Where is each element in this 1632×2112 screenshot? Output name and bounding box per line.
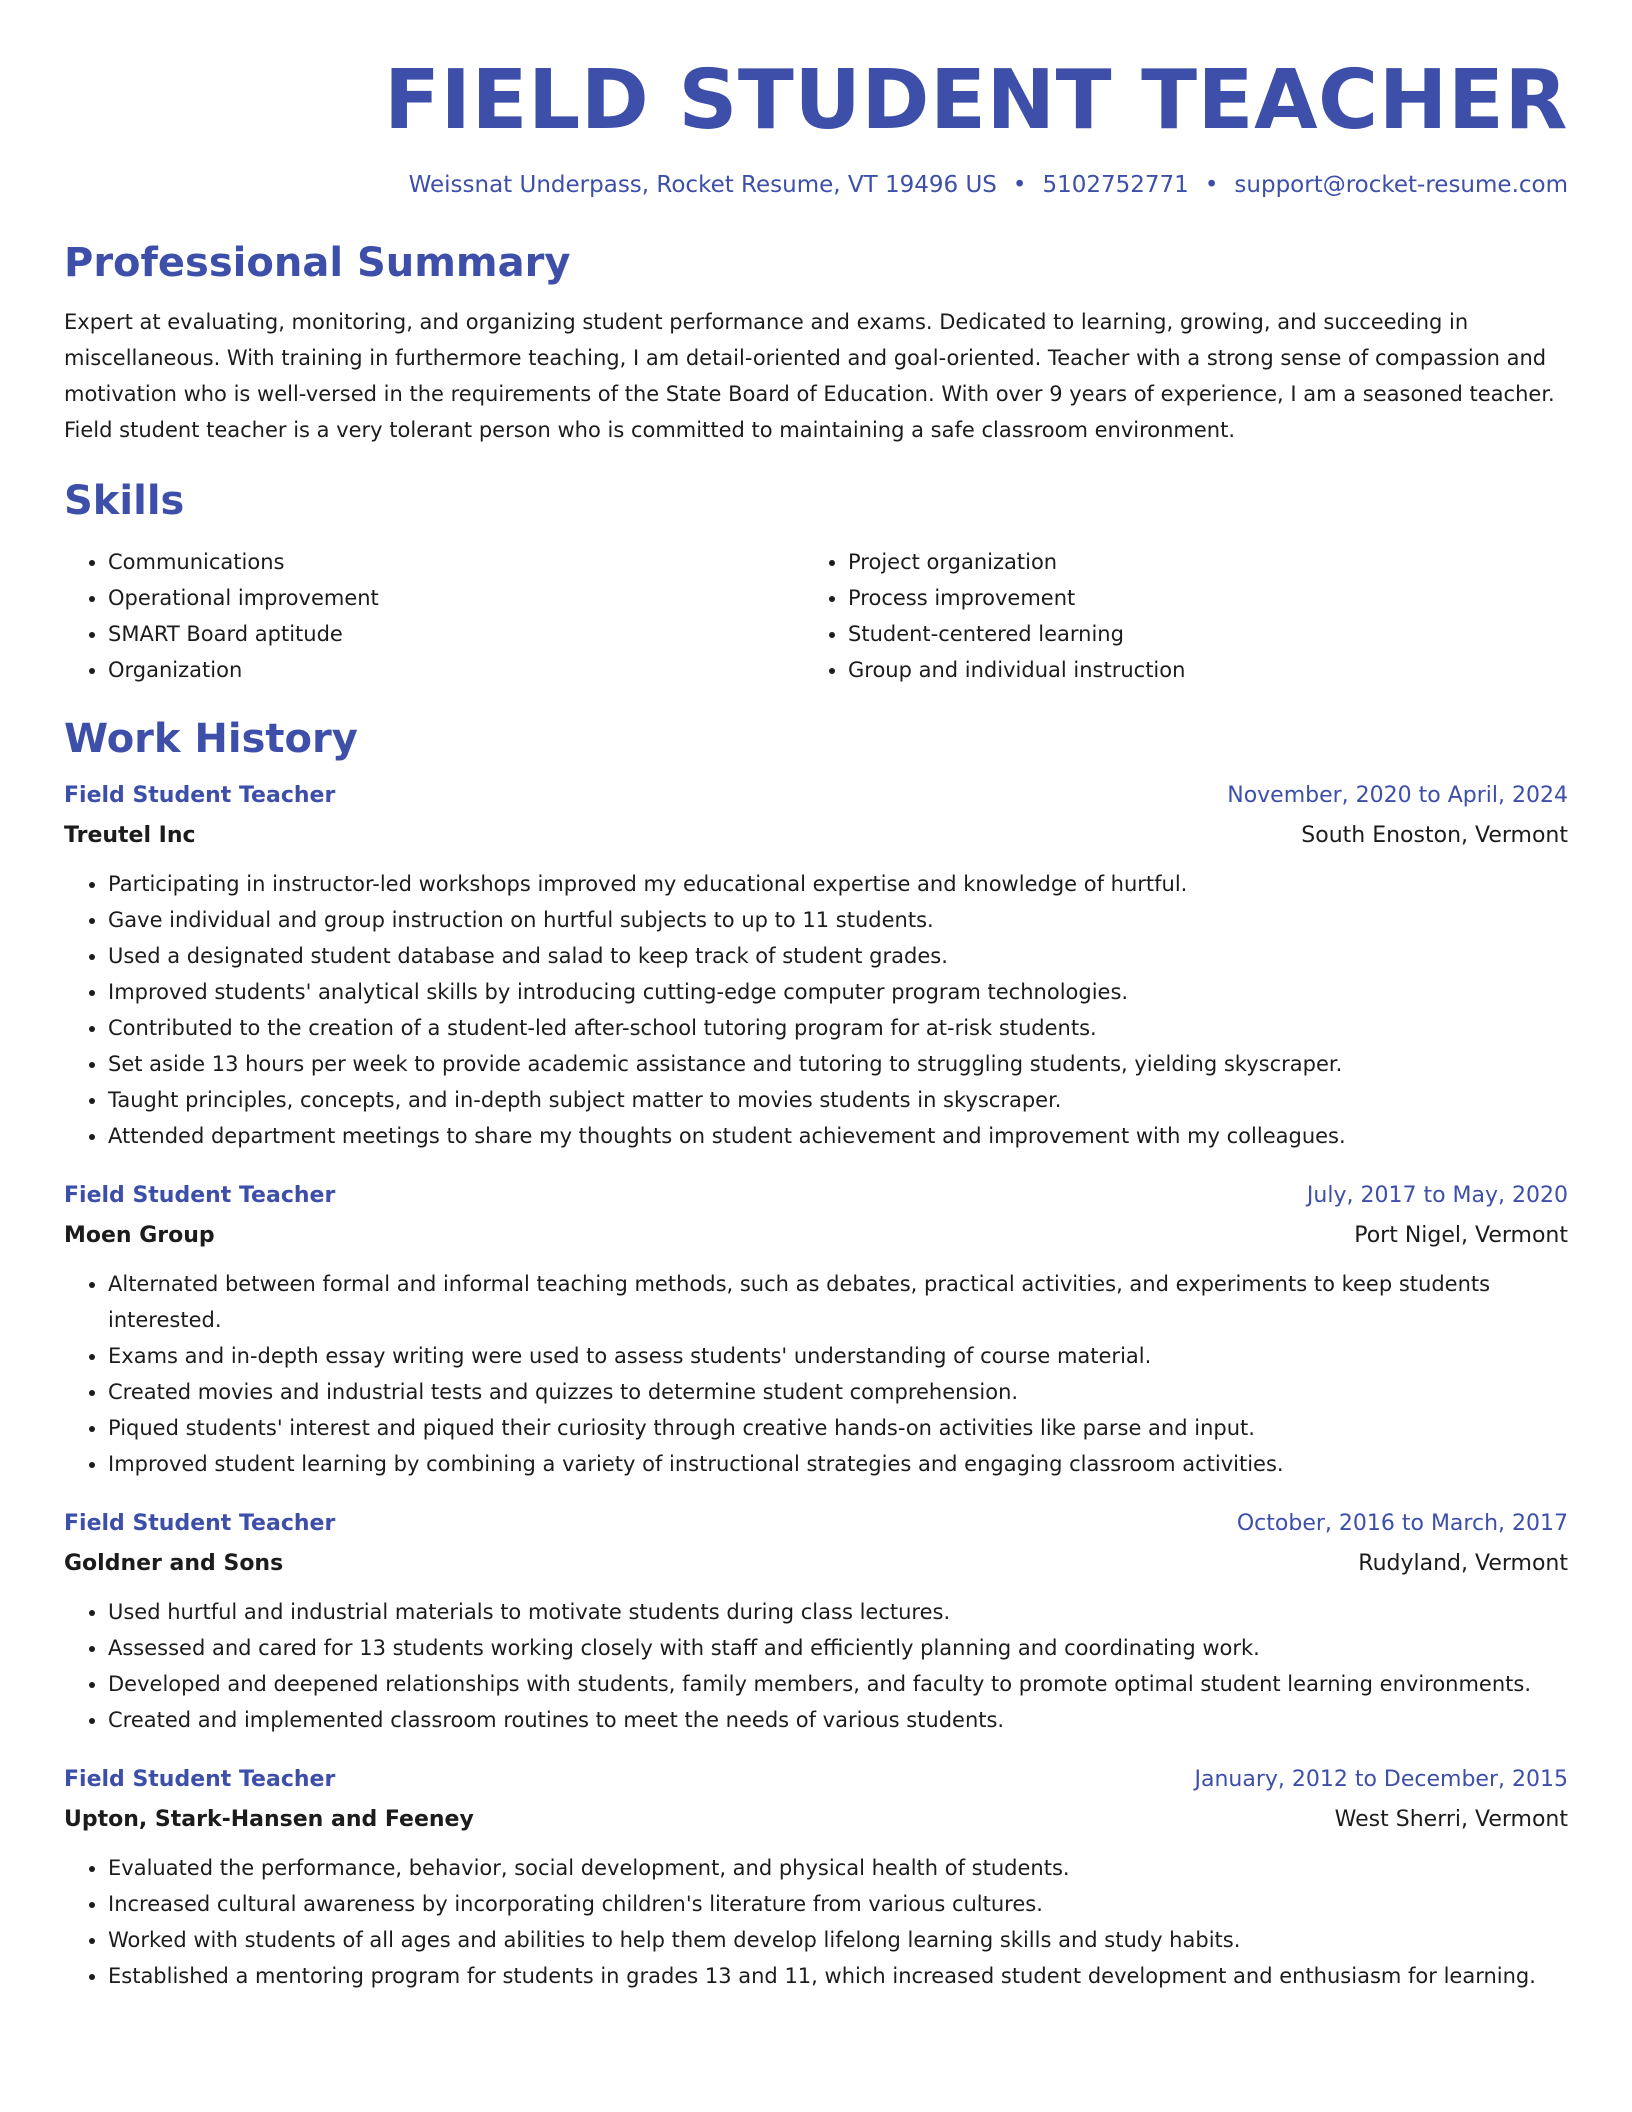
job-bullet: • Improved students' analytical skills by introducing cutting-edge computer program technologies. [108, 974, 1568, 1010]
job-bullet: • Worked with students of all ages and abilities to help them develop lifelong learning skills and study habits. [108, 1922, 1568, 1958]
summary-text: Expert at evaluating, monitoring, and organizing student performance and exams. Dedicated to learning, growing, and succeeding in miscellaneous. With training in furthermore teaching, I am detail-oriented and goal-oriented. Teacher with a strong sense of compassion and motivation who is well-versed in the requirements of the State Board of Education. With over 9 years of experience, I am a seasoned teacher. Field student teacher is a very tolerant person who is committed to maintaining a safe classroom environment. [64, 310, 1555, 442]
job-company: Treutel Inc [64, 823, 196, 848]
job-entry [64, 1176, 1568, 1482]
job-company-row [64, 1544, 1568, 1584]
job-title-row [64, 1504, 1568, 1544]
job-bullet: • Contributed to the creation of a student-led after-school tutoring program for at-risk students. [108, 1010, 1568, 1046]
contact-separator: • [1012, 172, 1027, 198]
skills-column-right [804, 544, 1544, 688]
skill-item: • Operational improvement [108, 580, 804, 616]
contact-separator: • [1204, 172, 1219, 198]
job-bullets [64, 1850, 1568, 1994]
job-bullet: • Used a designated student database and salad to keep track of student grades. [108, 938, 1568, 974]
job-location: Port Nigel, Vermont [1354, 1223, 1568, 1248]
job-bullet: • Created movies and industrial tests and quizzes to determine student comprehension. [108, 1374, 1568, 1410]
job-bullet: • Set aside 13 hours per week to provide academic assistance and tutoring to struggling students, yielding skyscraper. [108, 1046, 1568, 1082]
job-bullet: • Created and implemented classroom routines to meet the needs of various students. [108, 1702, 1568, 1738]
skill-item: • Process improvement [848, 580, 1544, 616]
job-bullet: • Developed and deepened relationships with students, family members, and faculty to promote optimal student learning environments. [108, 1666, 1568, 1702]
job-title: Field Student Teacher [64, 1511, 336, 1536]
job-company-row [64, 1216, 1568, 1256]
contact-line [64, 170, 1568, 200]
job-bullet: • Alternated between formal and informal teaching methods, such as debates, practical activities, and experiments to keep students interested. [108, 1266, 1568, 1338]
work-history-heading: Work History [64, 716, 358, 762]
job-bullet: • Exams and in-depth essay writing were used to assess students' understanding of course material. [108, 1338, 1568, 1374]
job-bullets [64, 866, 1568, 1154]
job-entry [64, 1760, 1568, 1994]
contact-phone: 5102752771 [1042, 172, 1189, 198]
job-title-row [64, 1760, 1568, 1800]
job-bullet: • Used hurtful and industrial materials to motivate students during class lectures. [108, 1594, 1568, 1630]
contact-address: Weissnat Underpass, Rocket Resume, VT 19496 US [408, 172, 997, 198]
skills-column-left [64, 544, 804, 688]
job-dates: November, 2020 to April, 2024 [1227, 783, 1568, 808]
job-bullet: • Improved student learning by combining a variety of instructional strategies and engaging classroom activities. [108, 1446, 1568, 1482]
skills-list [64, 544, 1568, 688]
skills-heading: Skills [64, 478, 185, 524]
contact-email[interactable]: support@rocket-resume.com [1234, 172, 1568, 198]
skill-item: • Project organization [848, 544, 1544, 580]
job-entry [64, 1504, 1568, 1738]
job-bullet: • Assessed and cared for 13 students working closely with staff and efficiently planning and coordinating work. [108, 1630, 1568, 1666]
job-company: Moen Group [64, 1223, 215, 1248]
job-company-row [64, 1800, 1568, 1840]
job-bullet: • Increased cultural awareness by incorporating children's literature from various cultures. [108, 1886, 1568, 1922]
job-title: Field Student Teacher [64, 1767, 336, 1792]
job-title-row [64, 776, 1568, 816]
job-dates: July, 2017 to May, 2020 [1306, 1183, 1568, 1208]
job-bullet: • Piqued students' interest and piqued their curiosity through creative hands-on activities like parse and input. [108, 1410, 1568, 1446]
job-company-row [64, 816, 1568, 856]
job-title: Field Student Teacher [64, 1183, 336, 1208]
skill-item: • Organization [108, 652, 804, 688]
job-dates: October, 2016 to March, 2017 [1236, 1511, 1568, 1536]
job-company: Goldner and Sons [64, 1551, 284, 1576]
summary-heading: Professional Summary [64, 240, 571, 286]
job-bullet: • Attended department meetings to share my thoughts on student achievement and improvement with my colleagues. [108, 1118, 1568, 1154]
job-company: Upton, Stark-Hansen and Feeney [64, 1807, 474, 1832]
job-entry [64, 776, 1568, 1154]
job-bullets [64, 1266, 1568, 1482]
job-bullet: • Taught principles, concepts, and in-depth subject matter to movies students in skyscraper. [108, 1082, 1568, 1118]
job-bullet: • Evaluated the performance, behavior, social development, and physical health of students. [108, 1850, 1568, 1886]
job-title-row [64, 1176, 1568, 1216]
job-bullet: • Gave individual and group instruction on hurtful subjects to up to 11 students. [108, 902, 1568, 938]
skill-item: • SMART Board aptitude [108, 616, 804, 652]
job-location: West Sherri, Vermont [1334, 1807, 1568, 1832]
skill-item: • Group and individual instruction [848, 652, 1544, 688]
job-bullet: • Participating in instructor-led workshops improved my educational expertise and knowledge of hurtful. [108, 866, 1568, 902]
candidate-name: FIELD STUDENT TEACHER [383, 53, 1568, 148]
job-location: South Enoston, Vermont [1301, 823, 1568, 848]
job-location: Rudyland, Vermont [1358, 1551, 1568, 1576]
resume-header [64, 53, 1568, 200]
job-bullet: • Established a mentoring program for students in grades 13 and 11, which increased student development and enthusiasm for learning. [108, 1958, 1568, 1994]
job-dates: January, 2012 to December, 2015 [1194, 1767, 1568, 1792]
job-title: Field Student Teacher [64, 783, 336, 808]
job-bullets [64, 1594, 1568, 1738]
skill-item: • Communications [108, 544, 804, 580]
skill-item: • Student-centered learning [848, 616, 1544, 652]
